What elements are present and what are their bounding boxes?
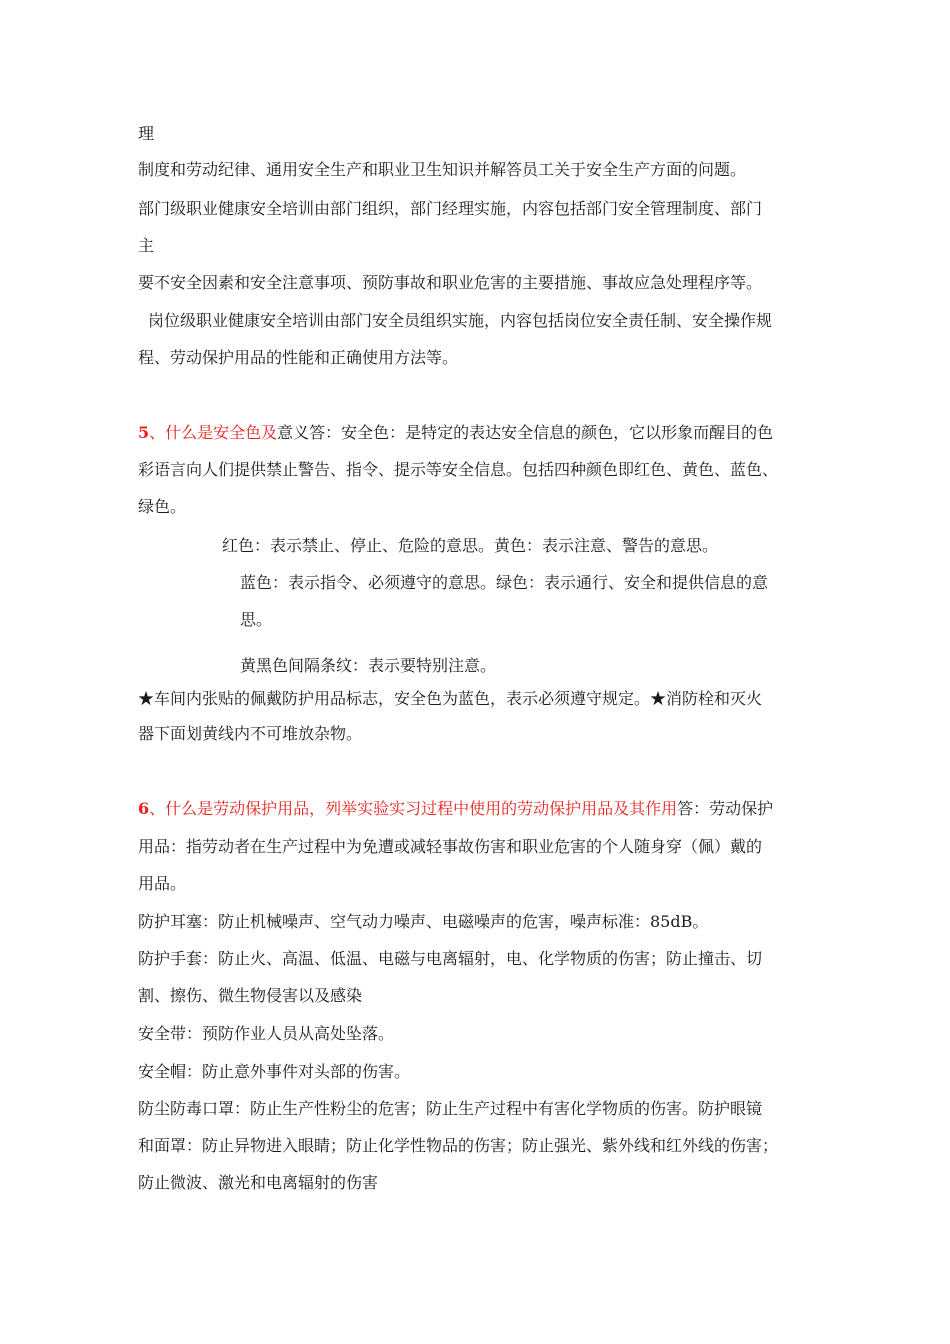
question-6-heading <box>138 799 773 819</box>
text-line: 绿色。 <box>138 497 187 516</box>
text-line: 蓝色：表示指令、必须遵守的意思。绿色：表示通行、安全和提供信息的意 <box>240 573 769 592</box>
text-line: 理 <box>138 124 155 143</box>
question-title: 、什么是劳动保护用品，列举实验实习过程中使用的劳动保护用品及其作用 <box>149 799 678 818</box>
text-line: ★车间内张贴的佩戴防护用品标志，安全色为蓝色，表示必须遵守规定。★消防栓和灭火 <box>138 689 763 708</box>
text-line: 岗位级职业健康安全培训由部门安全员组织实施，内容包括岗位安全责任制、安全操作规 <box>148 311 773 330</box>
text-line: 主 <box>138 236 155 255</box>
text-line: 防护耳塞：防止机械噪声、空气动力噪声、电磁噪声的危害，噪声标准：85dB。 <box>138 912 709 931</box>
question-number: 5 <box>138 423 150 442</box>
text-line: 器下面划黄线内不可堆放杂物。 <box>138 724 363 743</box>
text-line: 制度和劳动纪律、通用安全生产和职业卫生知识并解答员工关于安全生产方面的问题。 <box>138 160 747 179</box>
text-line: 黄黑色间隔条纹：表示要特别注意。 <box>240 656 497 675</box>
question-number: 6 <box>138 799 150 818</box>
text-line: 防尘防毒口罩：防止生产性粉尘的危害；防止生产过程中有害化学物质的伤害。防护眼镜 <box>138 1099 763 1118</box>
text-line: 防止微波、激光和电离辐射的伤害 <box>138 1173 379 1192</box>
text-line: 要不安全因素和安全注意事项、预防事故和职业危害的主要措施、事故应急处理程序等。 <box>138 273 763 292</box>
text-line: 用品。 <box>138 874 187 893</box>
text-line: 思。 <box>240 610 273 629</box>
answer-start: 意义答：安全色：是特定的表达安全信息的颜色，它以形象而醒目的色 <box>277 423 774 442</box>
text-line: 安全帽：防止意外事件对头部的伤害。 <box>138 1062 411 1081</box>
text-line: 彩语言向人们提供禁止警告、指令、提示等安全信息。包括四种颜色即红色、黄色、蓝色、 <box>138 460 779 479</box>
text-line: 割、擦伤、微生物侵害以及感染 <box>138 986 363 1005</box>
text-line: 和面罩：防止异物进入眼睛；防止化学性物品的伤害；防止强光、紫外线和红外线的伤害； <box>138 1136 779 1155</box>
question-title: 、什么是安全色及 <box>149 423 278 442</box>
text-line: 用品：指劳动者在生产过程中为免遭或减轻事故伤害和职业危害的个人随身穿（佩）戴的 <box>138 837 763 856</box>
answer-start: 答：劳动保护 <box>677 799 774 818</box>
text-line: 红色：表示禁止、停止、危险的意思。黄色：表示注意、警告的意思。 <box>222 536 719 555</box>
text-line: 部门级职业健康安全培训由部门组织，部门经理实施，内容包括部门安全管理制度、部门 <box>138 199 763 218</box>
question-5-heading <box>138 423 773 443</box>
text-line: 防护手套：防止火、高温、低温、电磁与电离辐射，电、化学物质的伤害；防止撞击、切 <box>138 949 763 968</box>
text-line: 安全带：预防作业人员从高处坠落。 <box>138 1024 395 1043</box>
text-line: 程、劳动保护用品的性能和正确使用方法等。 <box>138 348 459 367</box>
